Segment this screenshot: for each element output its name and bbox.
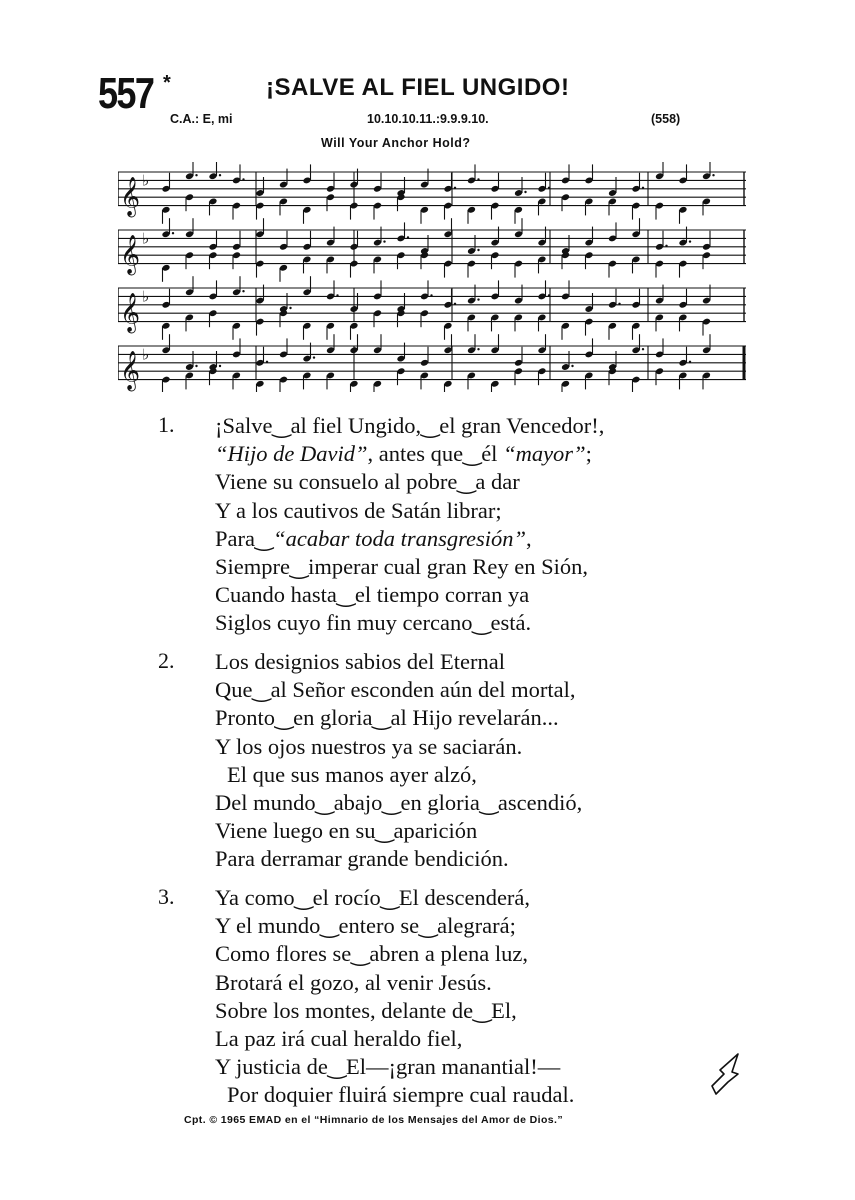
verse-number: 1.	[158, 412, 175, 437]
verse-line: Viene su consuelo al pobre‿a dar	[215, 469, 520, 495]
verse-line: Que‿al Señor esconden aún del mortal,	[215, 677, 576, 703]
verse-line: Ya como‿el rocío‿El descenderá,	[215, 885, 531, 910]
verse-line: Sobre los montes, delante de‿El,	[215, 997, 517, 1023]
verse-line: Para derramar grande bendición.	[215, 846, 509, 872]
svg-text:♭: ♭	[142, 345, 150, 364]
verse-line: Pronto‿en gloria‿al Hijo revelarán...	[215, 705, 559, 731]
key-signature-text: C.A.: E, mi	[170, 112, 233, 126]
verse-line: Siglos cuyo fin muy cercano‿está.	[215, 610, 532, 636]
verse-line: ¡Salve‿al fiel Ungido,‿el gran Vencedor!,	[215, 413, 605, 438]
verse-line: Cuando hasta‿el tiempo corran ya	[215, 582, 530, 608]
svg-text:𝄞: 𝄞	[120, 350, 141, 391]
verse-line: Siempre‿imperar cual gran Rey en Sión,	[215, 554, 588, 580]
verse-number: 3.	[158, 884, 175, 909]
verse-number: 2.	[158, 648, 175, 673]
hymn-number-star: *	[163, 72, 171, 94]
svg-text:♭: ♭	[142, 229, 150, 248]
verse-line: Y los ojos nuestros ya se saciarán.	[215, 733, 523, 759]
meter-text: 10.10.10.11.:9.9.9.10.	[367, 112, 489, 126]
hymn-number: 557	[98, 69, 154, 118]
verse-line: “Hijo de David”, antes que‿él “mayor”;	[215, 441, 592, 467]
tune-name: Will Your Anchor Hold?	[321, 136, 471, 150]
copyright-footer: Cpt. © 1965 EMAD en el “Himnario de los Mensajes del Amor de Dios.”	[184, 1114, 563, 1126]
music-score	[118, 162, 748, 392]
cross-reference: (558)	[651, 112, 681, 126]
verse-line: Y a los cautivos de Satán librar;	[215, 497, 502, 523]
verse-line: Como flores se‿abren a plena luz,	[215, 941, 528, 967]
verse-line: Del mundo‿abajo‿en gloria‿ascendió,	[215, 790, 583, 816]
svg-text:♭: ♭	[142, 171, 150, 190]
verse-line: Viene luego en su‿aparición	[215, 818, 478, 844]
hymn-title: ¡SALVE AL FIEL UNGIDO!	[266, 74, 570, 101]
verse-line: Y el mundo‿entero se‿alegrará;	[215, 913, 516, 939]
verse-line: Por doquier fluirá siempre cual raudal.	[227, 1082, 575, 1108]
svg-text:♭: ♭	[142, 287, 150, 306]
verse-line: La paz irá cual heraldo fiel,	[215, 1026, 463, 1052]
verse-line: Brotará el gozo, al venir Jesús.	[215, 969, 492, 995]
svg-text:𝄞: 𝄞	[120, 292, 141, 333]
verse-line: Y justicia de‿El—¡gran manantial!—	[215, 1054, 561, 1080]
svg-text:𝄞: 𝄞	[120, 234, 141, 275]
pencil-arrow-icon	[708, 1052, 744, 1098]
verse-line: Para‿“acabar toda transgresión”,	[215, 525, 532, 551]
verse-line: Los designios sabios del Eternal	[215, 649, 505, 674]
svg-text:𝄞: 𝄞	[120, 176, 141, 217]
verse-line: El que sus manos ayer alzó,	[227, 761, 477, 787]
